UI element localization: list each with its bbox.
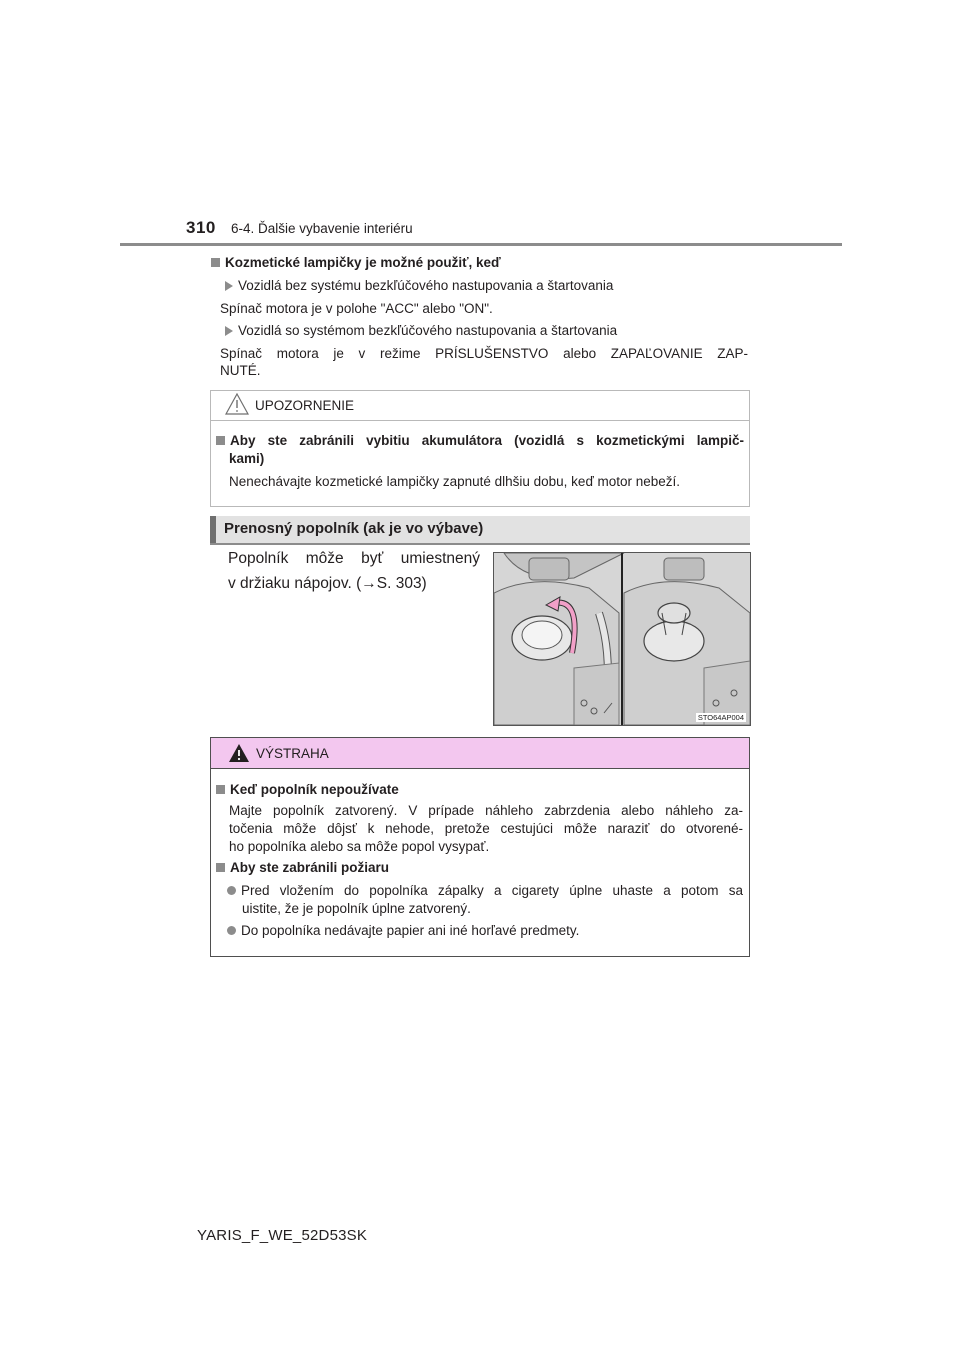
ashtray-illustration: [493, 552, 751, 726]
square-bullet-icon: [216, 785, 225, 794]
warning-bullet-2: Do popolníka nedávajte papier ani iné horľavé predmety.: [227, 922, 579, 939]
square-bullet-icon: [216, 436, 225, 445]
intro-item2-line1: Spínač motora je v režime PRÍSLUŠENSTVO alebo ZAPAĽOVANIE ZAP-: [220, 346, 748, 361]
triangle-bullet-icon: [225, 281, 233, 291]
intro-heading: Kozmetické lampičky je možné použiť, keď: [211, 255, 501, 270]
intro-item1-text: Spínač motora je v polohe "ACC" alebo "ON".: [220, 301, 493, 316]
square-bullet-icon: [211, 258, 220, 267]
ashtray-paragraph: [228, 546, 480, 596]
section-bar-accent: [210, 516, 216, 543]
caution-text: Nenechávajte kozmetické lampičky zapnuté dlhšiu dobu, keď motor nebeží.: [229, 474, 681, 489]
round-bullet-icon: [227, 886, 236, 895]
intro-item2-line2: NUTÉ.: [220, 363, 261, 378]
warning-heading-2: Aby ste zabránili požiaru: [216, 860, 389, 875]
caution-heading-line1: Aby ste zabránili vybitiu akumulátora (vozidlá s kozmetickými lampič-: [216, 433, 744, 448]
warning-header: [211, 738, 749, 769]
header-rule: [120, 243, 842, 246]
warning-label: VÝSTRAHA: [256, 746, 329, 761]
section-heading-bar: [210, 516, 750, 545]
warning-text-1-line3: ho popolníka alebo sa môže popol vysypať.: [229, 839, 490, 854]
warning-text-1-line2: točenia môže dôjsť k nehode, pretože cestujúci môže naraziť do otvorené-: [229, 821, 743, 836]
section-heading: Prenosný popolník (ak je vo výbave): [224, 520, 484, 537]
square-bullet-icon: [216, 863, 225, 872]
paragraph-line1: Popolník môže byť umiestnený: [228, 550, 480, 567]
intro-item2-title: Vozidlá so systémom bezkľúčového nastupovania a štartovania: [225, 322, 617, 339]
image-code: STO64AP004: [697, 713, 744, 722]
caution-label: UPOZORNENIE: [255, 398, 355, 413]
warning-text-1-line1: Majte popolník zatvorený. V prípade náhleho zabrzdenia alebo náhleho za-: [229, 803, 743, 818]
warning-heading-1: Keď popolník nepoužívate: [216, 782, 399, 797]
intro-item1-title: Vozidlá bez systému bezkľúčového nastupovania a štartovania: [225, 277, 613, 294]
triangle-bullet-icon: [225, 326, 233, 336]
caution-header: [211, 391, 749, 421]
warning-triangle-icon: [228, 743, 250, 763]
page-number: 310: [186, 218, 216, 237]
caution-box: [210, 390, 750, 507]
footer-code: YARIS_F_WE_52D53SK: [197, 1227, 368, 1244]
warning-bullet-1-line2: uistite, že je popolník úplne zatvorený.: [242, 901, 471, 916]
caution-heading-line2: kami): [229, 451, 265, 466]
warning-bullet-1-line1: Pred vložením do popolníka zápalky a cigarety úplne uhaste a potom sa: [227, 882, 743, 899]
warning-box: [210, 737, 750, 957]
section-title: 6-4. Ďalšie vybavenie interiéru: [231, 221, 413, 236]
ashtray-drawing: [494, 553, 750, 725]
paragraph-line2: v držiaku nápojov. (→S. 303): [228, 575, 427, 592]
round-bullet-icon: [227, 926, 236, 935]
caution-triangle-icon: [225, 393, 249, 415]
